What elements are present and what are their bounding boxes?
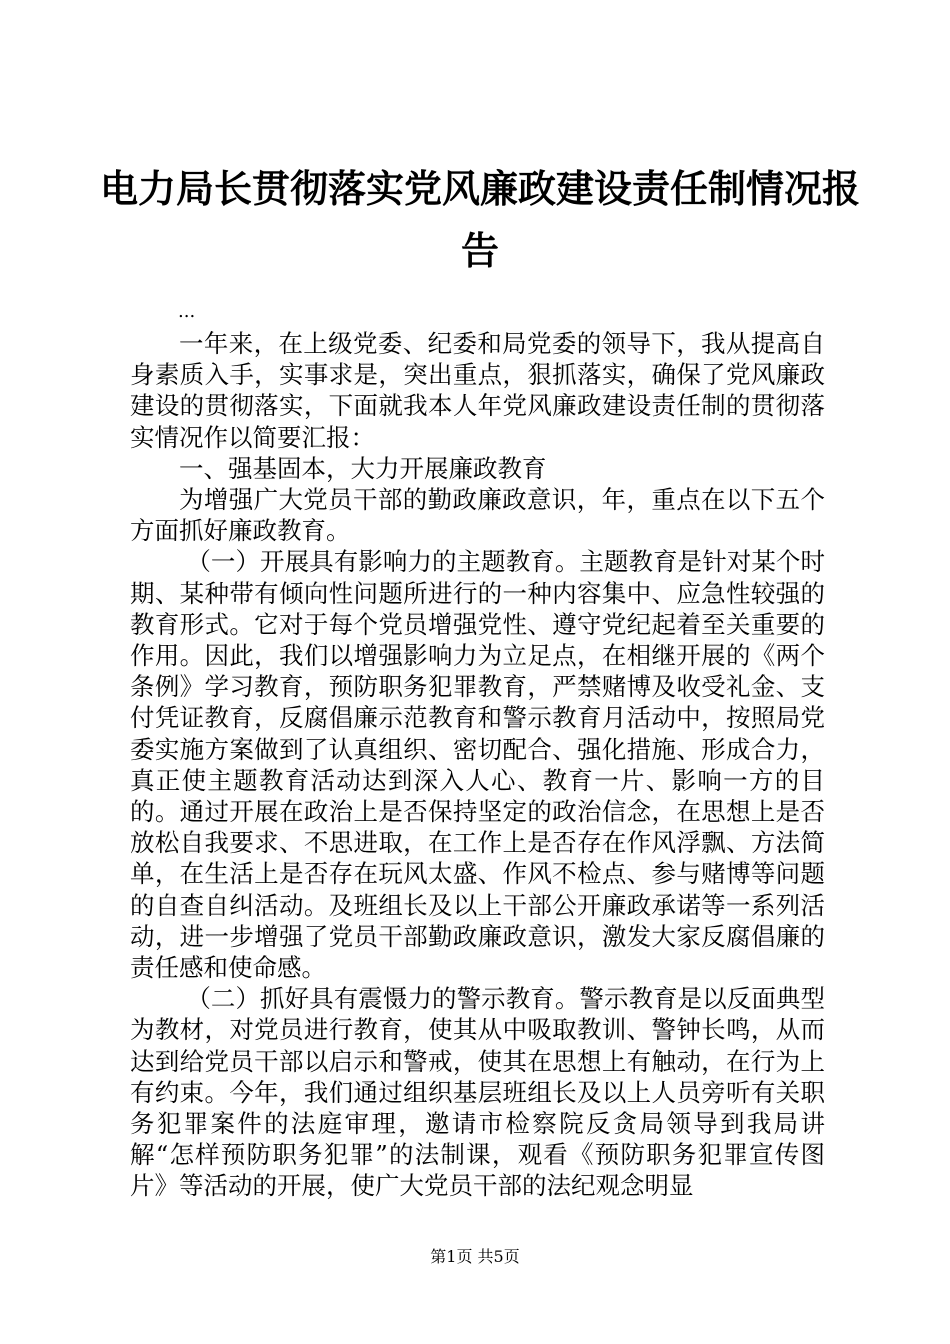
ellipsis-marker: ... — [178, 301, 196, 322]
paragraph-section-1-intro: 为增强广大党员干部的勤政廉政意识，年，重点在以下五个方面抓好廉政教育。 — [130, 485, 825, 546]
paragraph-subsection-2: （二）抓好具有震慑力的警示教育。警示教育是以反面典型为教材，对党员进行教育，使其从中吸取教训、警钟长鸣，从而达到给党员干部以启示和警戒，使其在思想上有触动，在行为上有约束。今年，我们通过组织基层班组长及以上人员旁听有关职务犯罪案件的法庭审理，邀请市检察院反贪局领导到我局讲解“怎样预防职务犯罪”的法制课，观看《预防职务犯罪宣传图片》等活动的开展，使广大党员干部的法纪观念明显 — [130, 984, 825, 1201]
paragraph-subsection-1: （一）开展具有影响力的主题教育。主题教育是针对某个时期、某种带有倾向性问题所进行的一种内容集中、应急性较强的教育形式。它对于每个党员增强党性、遵守党纪起着至关重要的作用。因此，我们以增强影响力为立足点，在相继开展的《两个条例》学习教育，预防职务犯罪教育，严禁赌博及收受礼金、支付凭证教育，反腐倡廉示范教育和警示教育月活动中，按照局党委实施方案做到了认真组织、密切配合、强化措施、形成合力，真正使主题教育活动达到深入人心、教育一片、影响一方的目的。通过开展在政治上是否保持坚定的政治信念，在思想上是否放松自我要求、不思进取，在工作上是否存在作风浮飘、方法简单，在生活上是否存在玩风太盛、作风不检点、参与赌博等问题的自查自纠活动。及班组长及以上干部公开廉政承诺等一系列活动，进一步增强了党员干部勤政廉政意识，激发大家反腐倡廉的责任感和使命感。 — [130, 547, 825, 983]
document-body — [130, 328, 825, 1202]
section-heading-1: 一、强基固本，大力开展廉政教育 — [179, 453, 547, 483]
paragraph-intro: 一年来，在上级党委、纪委和局党委的领导下，我从提高自身素质入手，实事求是，突出重点，狠抓落实，确保了党风廉政建设的贯彻落实，下面就我本人年党风廉政建设责任制的贯彻落实情况作以简要汇报： — [130, 329, 825, 452]
page-footer: 第1页 共5页 — [430, 1247, 520, 1266]
document-title: 电力局长贯彻落实党风廉政建设责任制情况报告 — [100, 167, 861, 273]
